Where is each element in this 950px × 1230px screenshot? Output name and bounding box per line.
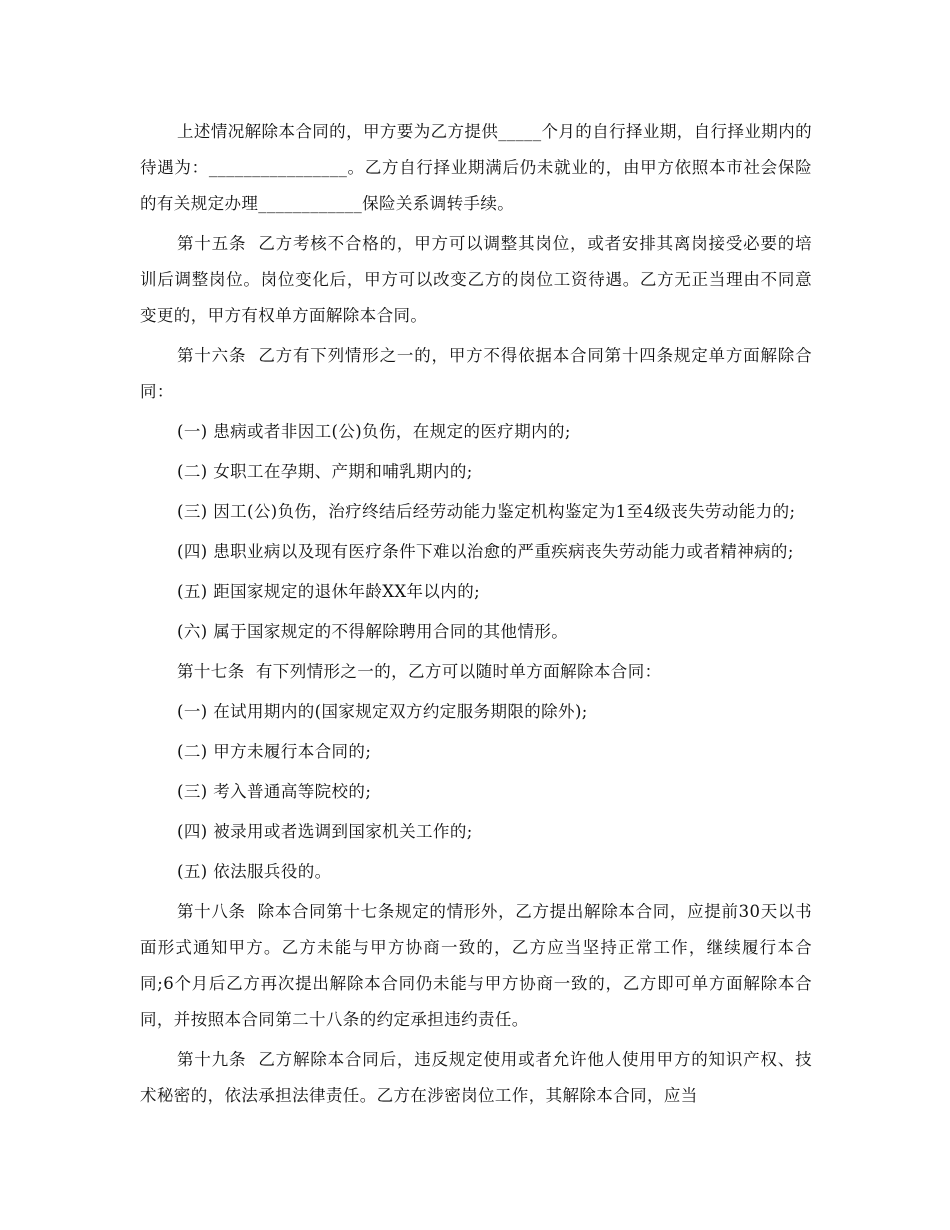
article-19: 第十九条 乙方解除本合同后，违反规定使用或者允许他人使用甲方的知识产权、技术秘密的，依法承担法律责任。乙方在涉密岗位工作，其解除本合同，应当: [140, 1050, 812, 1105]
article-15: 第十五条 乙方考核不合格的，甲方可以调整其岗位，或者安排其离岗接受必要的培训后调整岗位。岗位变化后，甲方可以改变乙方的岗位工资待遇。乙方无正当理由不同意变更的，甲方有权单方面解除本合同。: [140, 234, 812, 325]
article-16-item-1: (一) 患病或者非因工(公)负伤，在规定的医疗期内的;: [177, 422, 571, 441]
article-17-item-1: (一) 在试用期内的(国家规定双方约定服务期限的除外);: [177, 702, 588, 721]
article-16-item-4: (四) 患职业病以及现有医疗条件下难以治愈的严重疾病丧失劳动能力或者精神病的;: [177, 542, 794, 561]
article-17: 第十七条 有下列情形之一的，乙方可以随时单方面解除本合同：: [177, 662, 662, 681]
article-17-item-5: (五) 依法服兵役的。: [177, 862, 332, 881]
document-page: [140, 114, 812, 1118]
article-16-item-5: (五) 距国家规定的退休年龄XX年以内的;: [177, 582, 481, 601]
paragraph-self-employment-period: 上述情况解除本合同的，甲方要为乙方提供_____个月的自行择业期，自行择业期内的待遇为：________________。乙方自行择业期满后仍未就业的，由甲方依照本市社会保险的有关规定办理____________保险关系调转手续。: [140, 122, 812, 213]
article-17-item-4: (四) 被录用或者选调到国家机关工作的;: [177, 822, 473, 841]
article-16-item-3: (三) 因工(公)负伤，治疗终结后经劳动能力鉴定机构鉴定为1至4级丧失劳动能力的;: [177, 502, 796, 521]
article-17-item-2: (二) 甲方未履行本合同的;: [177, 742, 372, 761]
article-16-item-2: (二) 女职工在孕期、产期和哺乳期内的;: [177, 462, 473, 481]
article-16-item-6: (六) 属于国家规定的不得解除聘用合同的其他情形。: [177, 622, 569, 641]
article-16: 第十六条 乙方有下列情形之一的，甲方不得依据本合同第十四条规定单方面解除合同：: [140, 346, 812, 401]
article-18: 第十八条 除本合同第十七条规定的情形外，乙方提出解除本合同，应提前30天以书面形式通知甲方。乙方未能与甲方协商一致的，乙方应当坚持正常工作，继续履行本合同;6个月后乙方再次提出解除本合同仍未能与甲方协商一致的，乙方即可单方面解除本合同，并按照本合同第二十八条的约定承担违约责任。: [140, 902, 812, 1029]
article-17-item-3: (三) 考入普通高等院校的;: [177, 782, 372, 801]
